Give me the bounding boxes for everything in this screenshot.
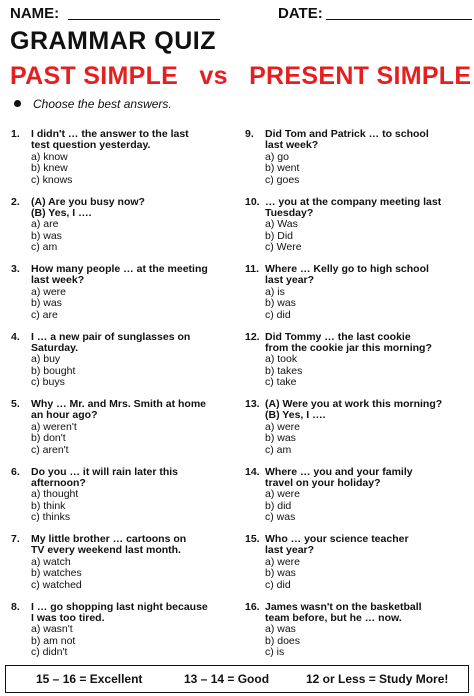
answer-option[interactable]: a) were bbox=[265, 555, 301, 568]
answer-option[interactable]: c) was bbox=[265, 511, 296, 524]
score-study-more: 12 or Less = Study More! bbox=[306, 672, 449, 686]
question-number: 11. bbox=[245, 263, 260, 275]
header bbox=[10, 5, 465, 25]
questions-right-column bbox=[245, 129, 465, 669]
stem-line: afternoon? bbox=[31, 476, 86, 489]
answer-option[interactable]: c) watched bbox=[31, 578, 82, 591]
stem-line: Where … Kelly go to high school bbox=[265, 263, 429, 275]
stem-line: Why … Mr. and Mrs. Smith at home bbox=[31, 398, 207, 410]
subtitle-part2: vs bbox=[199, 62, 228, 90]
answer-option[interactable]: a) wasn't bbox=[31, 623, 73, 636]
page-subtitle bbox=[10, 62, 471, 91]
answer-option[interactable]: a) know bbox=[31, 150, 68, 163]
answer-option[interactable]: b) takes bbox=[265, 364, 303, 377]
stem-line: I was too tired. bbox=[31, 611, 105, 624]
answer-option[interactable]: c) are bbox=[31, 308, 58, 321]
stem-line: TV every weekend last month. bbox=[31, 544, 181, 557]
answer-option[interactable]: b) watches bbox=[31, 567, 82, 580]
stem-line: I didn't … the answer to the last bbox=[31, 128, 189, 140]
answer-option[interactable]: a) Was bbox=[265, 218, 298, 231]
question-number: 14. bbox=[245, 465, 260, 478]
answer-option[interactable]: a) weren't bbox=[31, 420, 77, 433]
question-number: 12. bbox=[245, 330, 260, 343]
question-stem bbox=[31, 197, 241, 220]
question-number: 1. bbox=[11, 128, 20, 140]
stem-line: Did Tom and Patrick … to school bbox=[265, 128, 429, 140]
question-number: 13. bbox=[245, 398, 260, 410]
answer-option[interactable]: c) am bbox=[31, 241, 58, 254]
answer-option[interactable]: c) thinks bbox=[31, 511, 71, 524]
question-item bbox=[11, 332, 231, 400]
name-field-line[interactable] bbox=[68, 19, 220, 20]
answer-option[interactable]: b) was bbox=[31, 229, 62, 242]
stem-line: (B) Yes, I …. bbox=[31, 206, 92, 219]
question-stem bbox=[265, 129, 474, 152]
subtitle-part3: PRESENT SIMPLE bbox=[249, 62, 472, 90]
question-item bbox=[11, 129, 231, 197]
answer-option[interactable]: b) was bbox=[31, 297, 62, 310]
answer-option[interactable]: c) am bbox=[265, 443, 292, 456]
question-item bbox=[245, 534, 465, 602]
question-stem bbox=[31, 399, 241, 422]
answer-option[interactable]: a) were bbox=[265, 420, 301, 433]
answer-option[interactable]: c) knows bbox=[31, 173, 73, 186]
question-item bbox=[11, 264, 231, 332]
answer-option[interactable]: c) Were bbox=[265, 241, 302, 254]
answer-option[interactable]: a) go bbox=[265, 150, 289, 163]
stem-line: Did Tommy … the last cookie bbox=[265, 330, 411, 343]
answer-option[interactable]: c) did bbox=[265, 308, 291, 321]
question-stem bbox=[31, 534, 241, 557]
question-number: 3. bbox=[11, 263, 20, 275]
question-item bbox=[11, 602, 231, 670]
answer-option[interactable]: a) took bbox=[265, 353, 298, 366]
stem-line: (B) Yes, I …. bbox=[265, 409, 326, 422]
date-label: DATE: bbox=[278, 5, 323, 22]
stem-line: an hour ago? bbox=[31, 409, 98, 422]
answer-option[interactable]: a) watch bbox=[31, 555, 71, 568]
answer-option[interactable]: a) were bbox=[265, 488, 301, 501]
question-item bbox=[11, 399, 231, 467]
answer-option[interactable]: b) bought bbox=[31, 364, 76, 377]
question-stem bbox=[265, 467, 474, 490]
question-number: 2. bbox=[11, 195, 20, 208]
answer-option[interactable]: b) went bbox=[265, 162, 300, 175]
question-item bbox=[11, 534, 231, 602]
answer-option[interactable]: b) Did bbox=[265, 229, 294, 242]
question-item bbox=[11, 197, 231, 265]
question-number: 8. bbox=[11, 600, 20, 613]
answer-option[interactable]: b) think bbox=[31, 499, 66, 512]
answer-option[interactable]: c) did bbox=[265, 578, 291, 591]
answer-option[interactable]: c) goes bbox=[265, 173, 300, 186]
answer-option[interactable]: b) does bbox=[265, 634, 301, 647]
answer-option[interactable]: a) thought bbox=[31, 488, 79, 501]
question-stem bbox=[265, 399, 474, 422]
answer-option[interactable]: b) was bbox=[265, 297, 296, 310]
question-item bbox=[245, 602, 465, 670]
answer-option[interactable]: c) aren't bbox=[31, 443, 69, 456]
question-number: 9. bbox=[245, 128, 254, 140]
stem-line: Saturday. bbox=[31, 341, 79, 354]
stem-line: Do you … it will rain later this bbox=[31, 465, 179, 478]
stem-line: team before, but he … now. bbox=[265, 611, 402, 624]
question-item bbox=[245, 129, 465, 197]
question-stem bbox=[265, 602, 474, 625]
answer-option[interactable]: b) don't bbox=[31, 432, 66, 445]
question-item bbox=[245, 399, 465, 467]
question-stem bbox=[265, 534, 474, 557]
stem-line: last week? bbox=[265, 139, 319, 152]
question-stem bbox=[31, 129, 241, 152]
stem-line: I … go shopping last night because bbox=[31, 600, 208, 613]
score-footer bbox=[5, 665, 469, 693]
stem-line: Who … your science teacher bbox=[265, 533, 409, 545]
question-number: 7. bbox=[11, 533, 20, 545]
answer-option[interactable]: b) did bbox=[265, 499, 292, 512]
stem-line: I … a new pair of sunglasses on bbox=[31, 330, 191, 343]
bullet-icon bbox=[14, 100, 21, 107]
stem-line: James wasn't on the basketball bbox=[265, 600, 422, 613]
instruction bbox=[14, 97, 172, 111]
answer-option[interactable]: a) buy bbox=[31, 353, 61, 366]
page-title: GRAMMAR QUIZ bbox=[10, 27, 216, 55]
answer-option[interactable]: c) didn't bbox=[31, 646, 68, 659]
stem-line: Where … you and your family bbox=[265, 465, 413, 478]
stem-line: from the cookie jar this morning? bbox=[265, 341, 432, 354]
question-item bbox=[245, 197, 465, 265]
stem-line: Tuesday? bbox=[265, 206, 314, 219]
answer-option[interactable]: b) am not bbox=[31, 634, 76, 647]
date-field-line[interactable] bbox=[326, 19, 472, 20]
question-number: 15. bbox=[245, 533, 260, 545]
question-stem bbox=[265, 332, 474, 355]
answer-option[interactable]: a) is bbox=[265, 285, 285, 298]
answer-option[interactable]: c) buys bbox=[31, 376, 65, 389]
question-stem bbox=[265, 264, 474, 287]
question-stem bbox=[31, 332, 241, 355]
score-good: 13 – 14 = Good bbox=[184, 672, 270, 686]
question-item bbox=[245, 467, 465, 535]
question-item bbox=[245, 264, 465, 332]
question-stem bbox=[31, 264, 241, 287]
question-number: 16. bbox=[245, 600, 260, 613]
question-number: 10. bbox=[245, 195, 260, 208]
stem-line: … you at the company meeting last bbox=[265, 195, 442, 208]
answer-option[interactable]: c) take bbox=[265, 376, 297, 389]
answer-option[interactable]: a) are bbox=[31, 218, 59, 231]
question-number: 6. bbox=[11, 465, 20, 478]
instruction-text: Choose the best answers. bbox=[33, 97, 172, 111]
stem-line: last year? bbox=[265, 544, 315, 557]
question-item bbox=[245, 332, 465, 400]
question-number: 5. bbox=[11, 398, 20, 410]
answer-option[interactable]: a) was bbox=[265, 623, 296, 636]
stem-line: last week? bbox=[31, 274, 85, 287]
stem-line: last year? bbox=[265, 274, 315, 287]
answer-option[interactable]: b) knew bbox=[31, 162, 68, 175]
stem-line: (A) Are you busy now? bbox=[31, 195, 145, 208]
answer-option[interactable]: b) was bbox=[265, 567, 296, 580]
score-excellent: 15 – 16 = Excellent bbox=[36, 672, 143, 686]
question-stem bbox=[31, 602, 241, 625]
stem-line: travel on your holiday? bbox=[265, 476, 381, 489]
questions-left-column bbox=[11, 129, 231, 669]
question-item bbox=[11, 467, 231, 535]
answer-option[interactable]: b) was bbox=[265, 432, 296, 445]
subtitle-part1: PAST SIMPLE bbox=[10, 62, 179, 90]
stem-line: test question yesterday. bbox=[31, 139, 151, 152]
question-number: 4. bbox=[11, 330, 20, 343]
stem-line: My little brother … cartoons on bbox=[31, 533, 187, 545]
answer-option[interactable]: c) is bbox=[265, 646, 285, 659]
stem-line: How many people … at the meeting bbox=[31, 263, 208, 275]
question-stem bbox=[265, 197, 474, 220]
question-stem bbox=[31, 467, 241, 490]
name-label: NAME: bbox=[10, 5, 60, 22]
stem-line: (A) Were you at work this morning? bbox=[265, 398, 443, 410]
answer-option[interactable]: a) were bbox=[31, 285, 67, 298]
